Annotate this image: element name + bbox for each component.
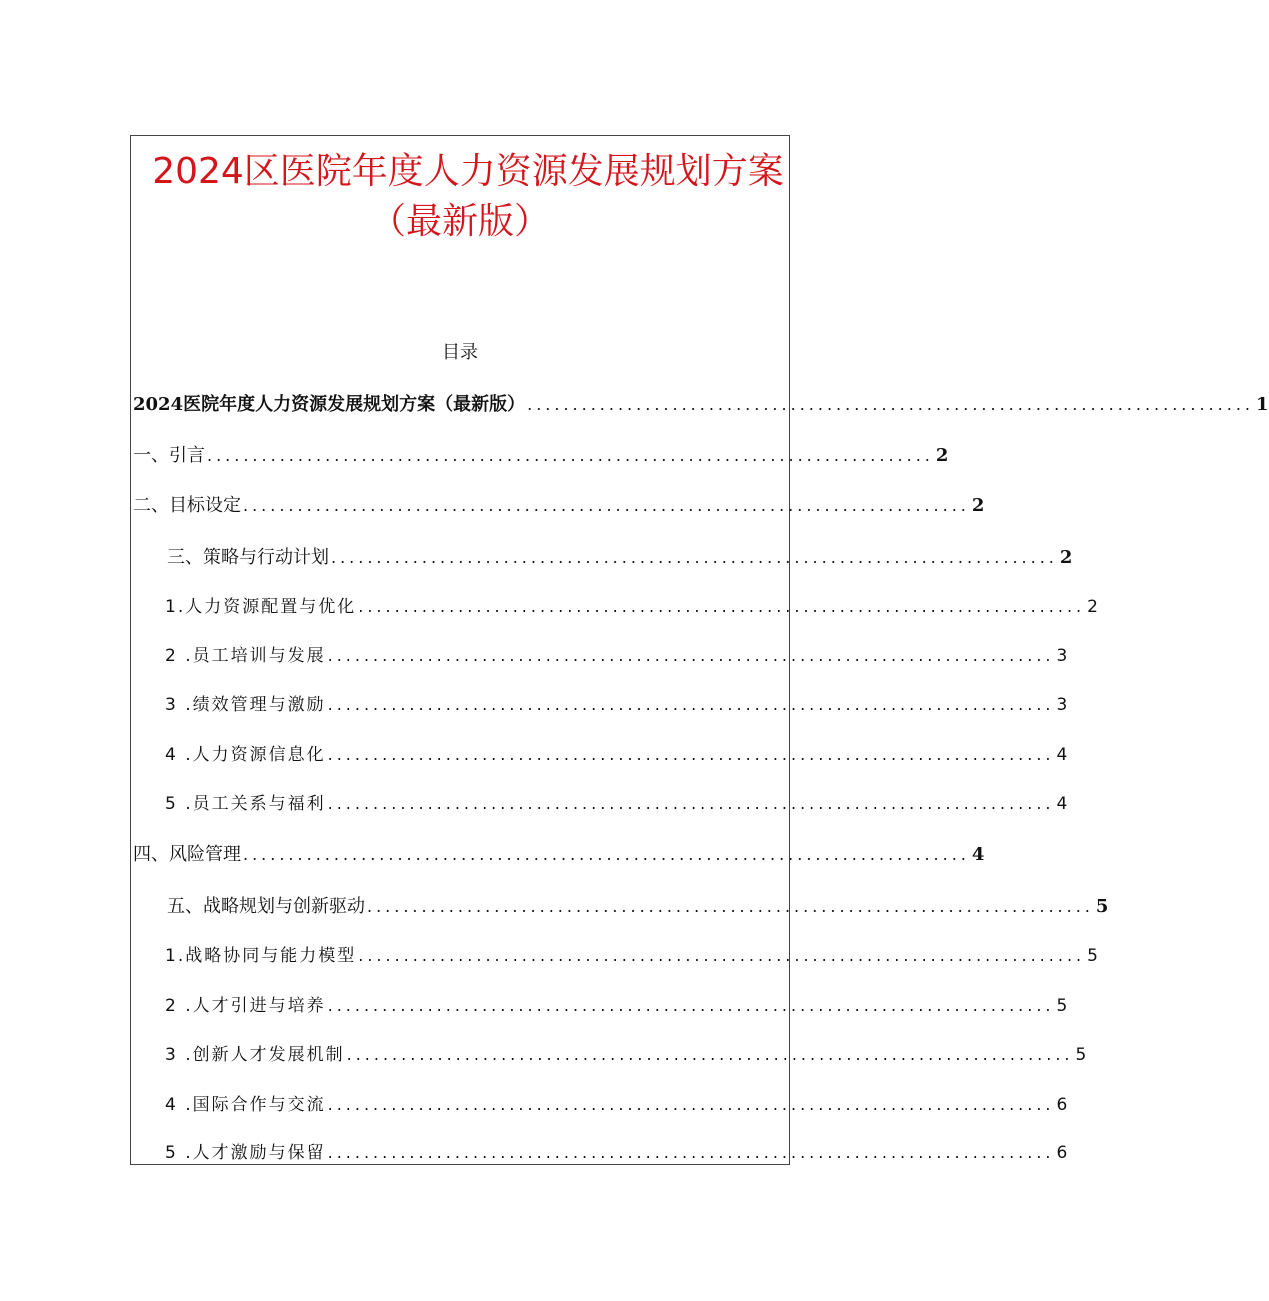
toc-entry[interactable] <box>165 942 1098 968</box>
toc-entry-label: 一、引言 <box>133 445 205 466</box>
toc-leader-dots: ................................................................................ <box>243 496 970 515</box>
document-title-line1: 2024区医院年度人力资源发展规划方案 <box>152 151 784 192</box>
toc-entry[interactable] <box>165 1041 1087 1067</box>
toc-entry-label: 1.人力资源配置与优化 <box>165 597 357 617</box>
toc-entry-page: 3 <box>1056 646 1068 666</box>
toc-entry[interactable] <box>133 391 1269 417</box>
toc-entry[interactable] <box>133 492 985 518</box>
toc-leader-dots: ................................................................................ <box>527 395 1254 414</box>
toc-leader-dots: ................................................................................ <box>327 646 1055 665</box>
toc-entry[interactable] <box>165 741 1068 767</box>
toc-entry-page: 5 <box>1056 996 1068 1016</box>
toc-entry-page: 3 <box>1056 695 1068 715</box>
toc-leader-dots: ................................................................................ <box>327 1143 1055 1162</box>
toc-entry-label: 二、目标设定 <box>133 495 241 516</box>
toc-entry-label: 1.战略协同与能力模型 <box>165 946 357 966</box>
toc-entry[interactable] <box>165 642 1068 668</box>
toc-leader-dots: ................................................................................ <box>327 695 1055 714</box>
toc-entry-label: 2024医院年度人力资源发展规划方案（最新版） <box>133 394 526 415</box>
document-frame <box>130 135 1269 1165</box>
toc-entry-page: 2 <box>1087 597 1098 617</box>
toc-leader-dots: ................................................................................ <box>327 1095 1055 1114</box>
toc-entry[interactable] <box>165 992 1068 1018</box>
toc-entry[interactable] <box>165 1091 1068 1117</box>
toc-entry-label: 3 .绩效管理与激励 <box>165 695 326 715</box>
toc-entry-label: 4 .国际合作与交流 <box>165 1095 326 1115</box>
toc-entry[interactable] <box>133 841 985 867</box>
toc-entry-label: 五、战略规划与创新驱动 <box>167 896 365 917</box>
toc-leader-dots: ................................................................................ <box>358 597 1086 616</box>
toc-entry-label: 四、风险管理 <box>133 844 241 865</box>
toc-leader-dots: ................................................................................ <box>367 897 1094 916</box>
toc-entry-label: 三、策略与行动计划 <box>167 547 329 568</box>
toc-entry[interactable] <box>165 593 1098 619</box>
toc-entry-page: 2 <box>971 495 985 516</box>
toc-leader-dots: ................................................................................ <box>207 446 934 465</box>
toc-leader-dots: ................................................................................ <box>358 946 1086 965</box>
toc-entry-page: 6 <box>1056 1143 1068 1163</box>
document-title-line2: （最新版） <box>369 201 550 242</box>
toc-entry[interactable] <box>165 1139 1068 1165</box>
toc-entry-page: 2 <box>935 445 949 466</box>
toc-leader-dots: ................................................................................ <box>346 1045 1074 1064</box>
toc-leader-dots: ................................................................................ <box>327 996 1055 1015</box>
toc-entry-page: 6 <box>1056 1095 1068 1115</box>
toc-entry[interactable] <box>167 544 1073 570</box>
toc-entry[interactable] <box>167 893 1109 919</box>
toc-entry-page: 2 <box>1059 547 1073 568</box>
toc-leader-dots: ................................................................................ <box>331 548 1058 567</box>
toc-entry-label: 2 .员工培训与发展 <box>165 646 326 666</box>
toc-entry-page: 4 <box>971 844 985 865</box>
toc-leader-dots: ................................................................................ <box>327 794 1055 813</box>
toc-entry-page: 1 <box>1255 394 1269 415</box>
toc-heading: 目录 <box>442 342 478 363</box>
toc-entry-page: 5 <box>1087 946 1098 966</box>
table-of-contents <box>131 136 1269 1164</box>
toc-entry[interactable] <box>165 691 1068 717</box>
toc-entry-page: 4 <box>1056 794 1068 814</box>
toc-entry-page: 5 <box>1075 1045 1087 1065</box>
toc-leader-dots: ................................................................................ <box>327 745 1055 764</box>
toc-entry-label: 5 .人才激励与保留 <box>165 1143 326 1163</box>
toc-entry-page: 4 <box>1056 745 1068 765</box>
toc-entry-page: 5 <box>1095 896 1109 917</box>
toc-entry[interactable] <box>133 442 949 468</box>
toc-entry-label: 2 .人才引进与培养 <box>165 996 326 1016</box>
toc-entry-label: 4 .人力资源信息化 <box>165 745 326 765</box>
toc-leader-dots: ................................................................................ <box>243 845 970 864</box>
toc-entry[interactable] <box>165 790 1068 816</box>
toc-entry-label: 3 .创新人才发展机制 <box>165 1045 345 1065</box>
toc-entry-label: 5 .员工关系与福利 <box>165 794 326 814</box>
